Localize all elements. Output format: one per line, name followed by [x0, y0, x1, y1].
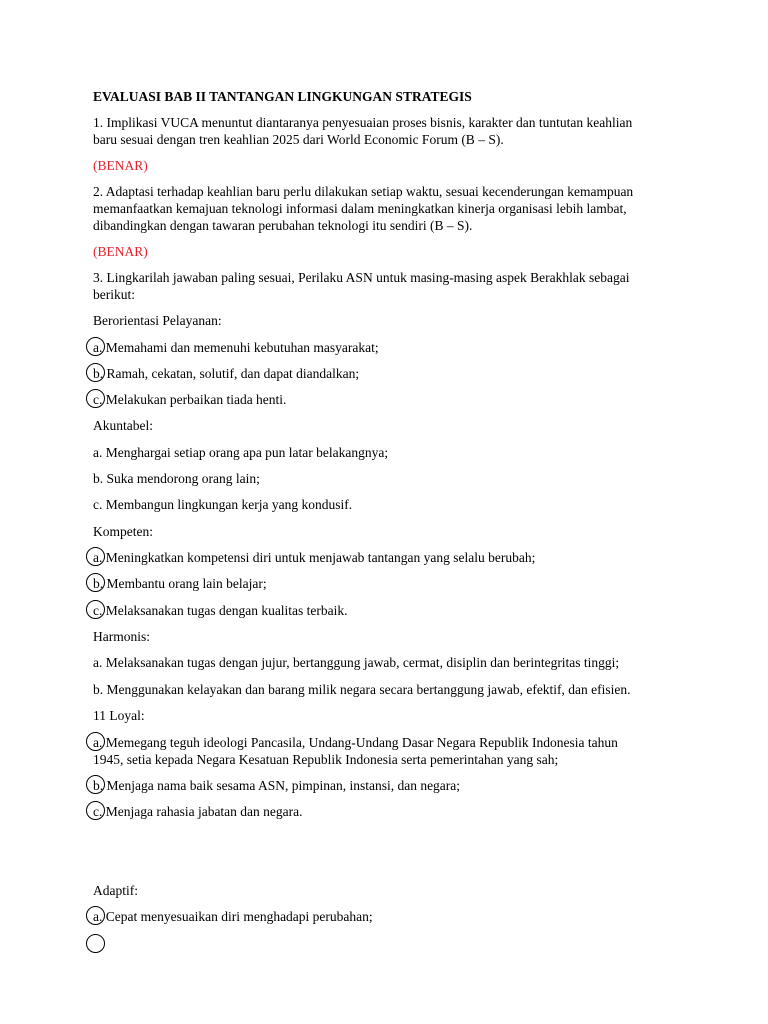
- option-akuntabel-a: a. Menghargai setiap orang apa pun latar belakangnya;: [93, 445, 389, 460]
- option-loyal-a-line-1: a. Memegang teguh ideologi Pancasila, Undang-Undang Dasar Negara Republik Indonesia tahun: [93, 735, 618, 750]
- section-heading-akuntabel: Akuntabel:: [93, 418, 153, 433]
- option-akuntabel-c: c. Membangun lingkungan kerja yang kondusif.: [93, 497, 353, 512]
- option-adaptif-a: a. Cepat menyesuaikan diri menghadapi perubahan;: [93, 909, 373, 924]
- option-kompeten-b: b. Membantu orang lain belajar;: [93, 576, 267, 591]
- section-heading-harmonis: Harmonis:: [93, 629, 150, 644]
- section-heading-kompeten: Kompeten:: [93, 524, 153, 539]
- section-heading-berorientasi: Berorientasi Pelayanan:: [93, 313, 222, 328]
- question-2-answer: (BENAR): [93, 244, 148, 259]
- option-berorientasi-a: a. Memahami dan memenuhi kebutuhan masyarakat;: [93, 340, 379, 355]
- option-berorientasi-c: c. Melakukan perbaikan tiada henti.: [93, 392, 287, 407]
- section-heading-adaptif: Adaptif:: [93, 883, 138, 898]
- option-loyal-a-line-2: 1945, setia kepada Negara Kesatuan Republik Indonesia serta pemerintahan yang sah;: [93, 752, 559, 767]
- answer-circle-mark: [86, 934, 105, 953]
- question-1-answer: (BENAR): [93, 158, 148, 173]
- option-kompeten-a: a. Meningkatkan kompetensi diri untuk menjawab tantangan yang selalu berubah;: [93, 550, 536, 565]
- question-3-line-2: berikut:: [93, 287, 135, 302]
- option-harmonis-b: b. Menggunakan kelayakan dan barang milik negara secara bertanggung jawab, efektif, dan efisien.: [93, 682, 631, 697]
- question-2-line-3: dibandingkan dengan tawaran perubahan teknologi itu sendiri (B – S).: [93, 218, 473, 233]
- option-harmonis-a: a. Melaksanakan tugas dengan jujur, bertanggung jawab, cermat, disiplin dan berintegritas tinggi;: [93, 655, 620, 670]
- question-2-line-2: memanfaatkan kemajuan teknologi informasi dalam meningkatkan kinerja organisasi lebih lambat,: [93, 201, 627, 216]
- question-1-line-2: baru sesuai dengan tren keahlian 2025 dari World Economic Forum (B – S).: [93, 132, 504, 147]
- option-loyal-b: b. Menjaga nama baik sesama ASN, pimpinan, instansi, dan negara;: [93, 778, 461, 793]
- question-2-line-1: 2. Adaptasi terhadap keahlian baru perlu dilakukan setiap waktu, sesuai kecenderungan kemampuan: [93, 184, 634, 199]
- option-akuntabel-b: b. Suka mendorong orang lain;: [93, 471, 260, 486]
- section-heading-loyal: 11 Loyal:: [93, 708, 145, 723]
- option-kompeten-c: c. Melaksanakan tugas dengan kualitas terbaik.: [93, 603, 348, 618]
- question-3-line-1: 3. Lingkarilah jawaban paling sesuai, Perilaku ASN untuk masing-masing aspek Berakhlak sebagai: [93, 270, 630, 285]
- document-title: EVALUASI BAB II TANTANGAN LINGKUNGAN STRATEGIS: [93, 89, 472, 104]
- question-1-line-1: 1. Implikasi VUCA menuntut diantaranya penyesuaian proses bisnis, karakter dan tuntutan keahlian: [93, 115, 633, 130]
- option-berorientasi-b: b. Ramah, cekatan, solutif, dan dapat diandalkan;: [93, 366, 360, 381]
- option-loyal-c: c. Menjaga rahasia jabatan dan negara.: [93, 804, 303, 819]
